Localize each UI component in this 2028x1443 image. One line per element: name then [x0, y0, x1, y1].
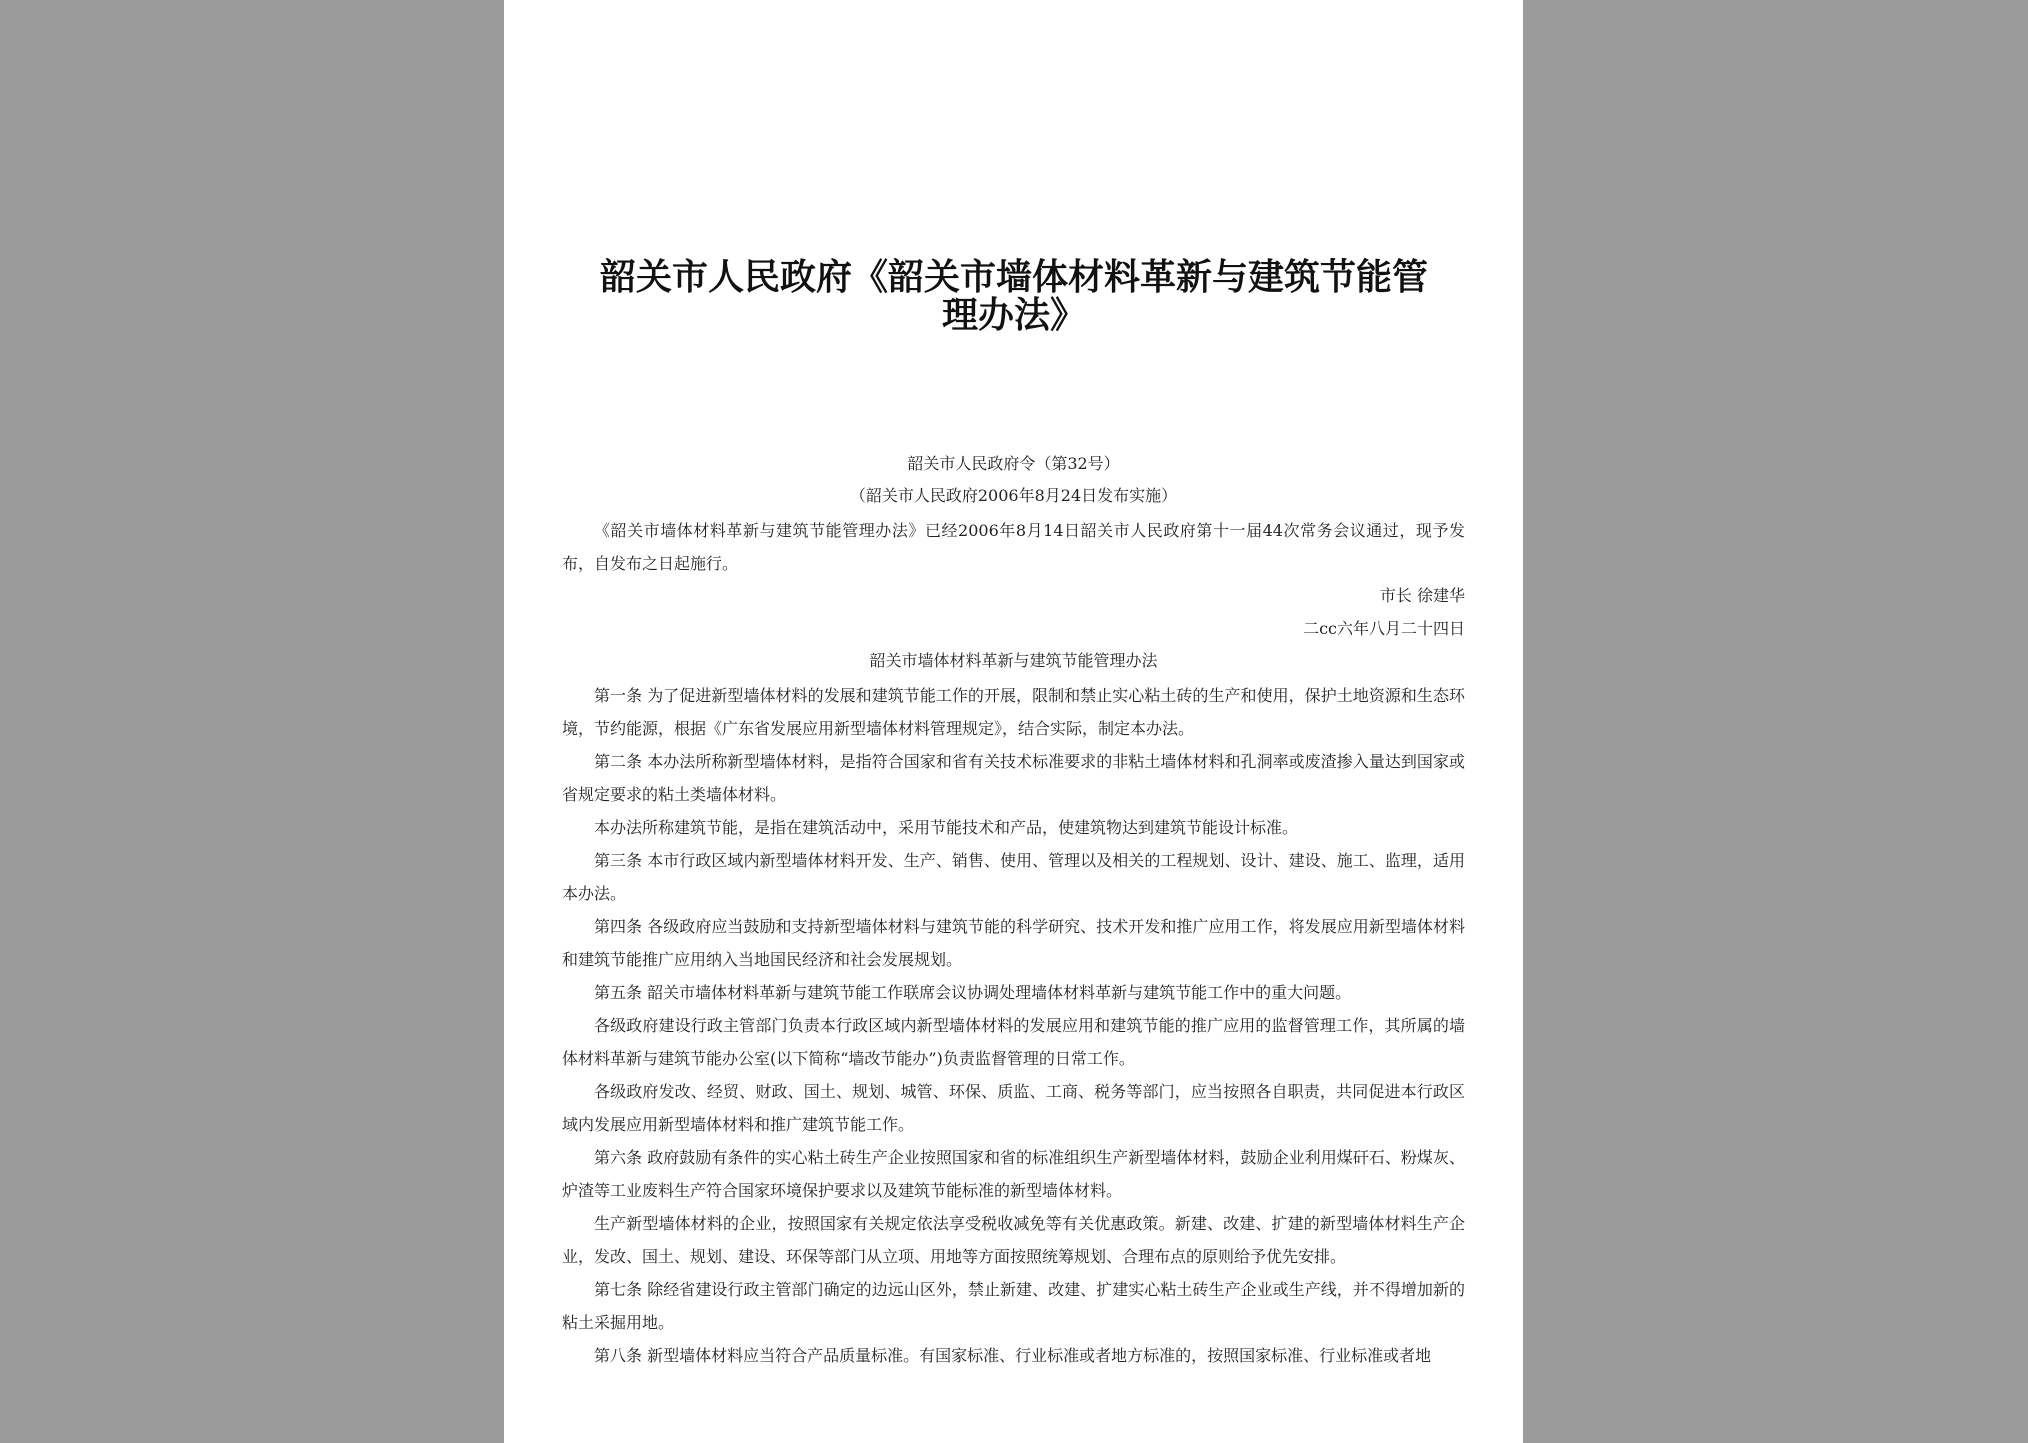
preamble-paragraph: 《韶关市墙体材料革新与建筑节能管理办法》已经2006年8月14日韶关市人民政府第十一届44次常务会议通过，现予发布，自发布之日起施行。	[562, 521, 1465, 573]
document-subtitle: 韶关市墙体材料革新与建筑节能管理办法	[869, 651, 1158, 670]
document-title: 韶关市人民政府《韶关市墙体材料革新与建筑节能管理办法》	[599, 256, 1428, 336]
signatory: 市长 徐建华	[1379, 586, 1465, 605]
article-paragraph: 各级政府发改、经贸、财政、国土、规划、城管、环保、质监、工商、税务等部门，应当按照各自职责，共同促进本行政区域内发展应用新型墙体材料和推广建筑节能工作。	[562, 1082, 1465, 1134]
article-paragraph: 第三条 本市行政区域内新型墙体材料开发、生产、销售、使用、管理以及相关的工程规划、设计、建设、施工、监理，适用本办法。	[562, 851, 1465, 903]
article-paragraph: 第四条 各级政府应当鼓励和支持新型墙体材料与建筑节能的科学研究、技术开发和推广应用工作，将发展应用新型墙体材料和建筑节能推广应用纳入当地国民经济和社会发展规划。	[562, 917, 1465, 969]
article-paragraph: 第五条 韶关市墙体材料革新与建筑节能工作联席会议协调处理墙体材料革新与建筑节能工作中的重大问题。	[594, 983, 1352, 1002]
article-paragraph: 本办法所称建筑节能，是指在建筑活动中，采用节能技术和产品，使建筑物达到建筑节能设计标准。	[594, 818, 1299, 837]
article-paragraph: 各级政府建设行政主管部门负责本行政区域内新型墙体材料的发展应用和建筑节能的推广应用的监督管理工作，其所属的墙体材料革新与建筑节能办公室(以下简称“墙改节能办”)负责监督管理的日常工作。	[562, 1016, 1465, 1068]
article-paragraph: 第七条 除经省建设行政主管部门确定的边远山区外，禁止新建、改建、扩建实心粘土砖生产企业或生产线，并不得增加新的粘土采掘用地。	[562, 1280, 1465, 1332]
sign-date: 二cc六年八月二十四日	[1303, 619, 1465, 638]
article-paragraph: 生产新型墙体材料的企业，按照国家有关规定依法享受税收减免等有关优惠政策。新建、改建、扩建的新型墙体材料生产企业，发改、国土、规划、建设、环保等部门从立项、用地等方面按照统筹规划、合理布点的原则给予优先安排。	[562, 1214, 1465, 1266]
issue-note: （韶关市人民政府2006年8月24日发布实施）	[849, 486, 1178, 505]
document-page	[504, 0, 1523, 1443]
decree-number: 韶关市人民政府令（第32号）	[907, 454, 1120, 473]
article-paragraph: 第六条 政府鼓励有条件的实心粘土砖生产企业按照国家和省的标准组织生产新型墙体材料，鼓励企业利用煤矸石、粉煤灰、炉渣等工业废料生产符合国家环境保护要求以及建筑节能标准的新型墙体材料。	[562, 1148, 1465, 1200]
article-paragraph: 第一条 为了促进新型墙体材料的发展和建筑节能工作的开展，限制和禁止实心粘土砖的生产和使用，保护土地资源和生态环境，节约能源，根据《广东省发展应用新型墙体材料管理规定》，结合实际，制定本办法。	[562, 686, 1465, 738]
article-paragraph: 第八条 新型墙体材料应当符合产品质量标准。有国家标准、行业标准或者地方标准的，按照国家标准、行业标准或者地	[594, 1346, 1432, 1365]
article-paragraph: 第二条 本办法所称新型墙体材料，是指符合国家和省有关技术标准要求的非粘土墙体材料和孔洞率或废渣掺入量达到国家或省规定要求的粘土类墙体材料。	[562, 752, 1465, 804]
